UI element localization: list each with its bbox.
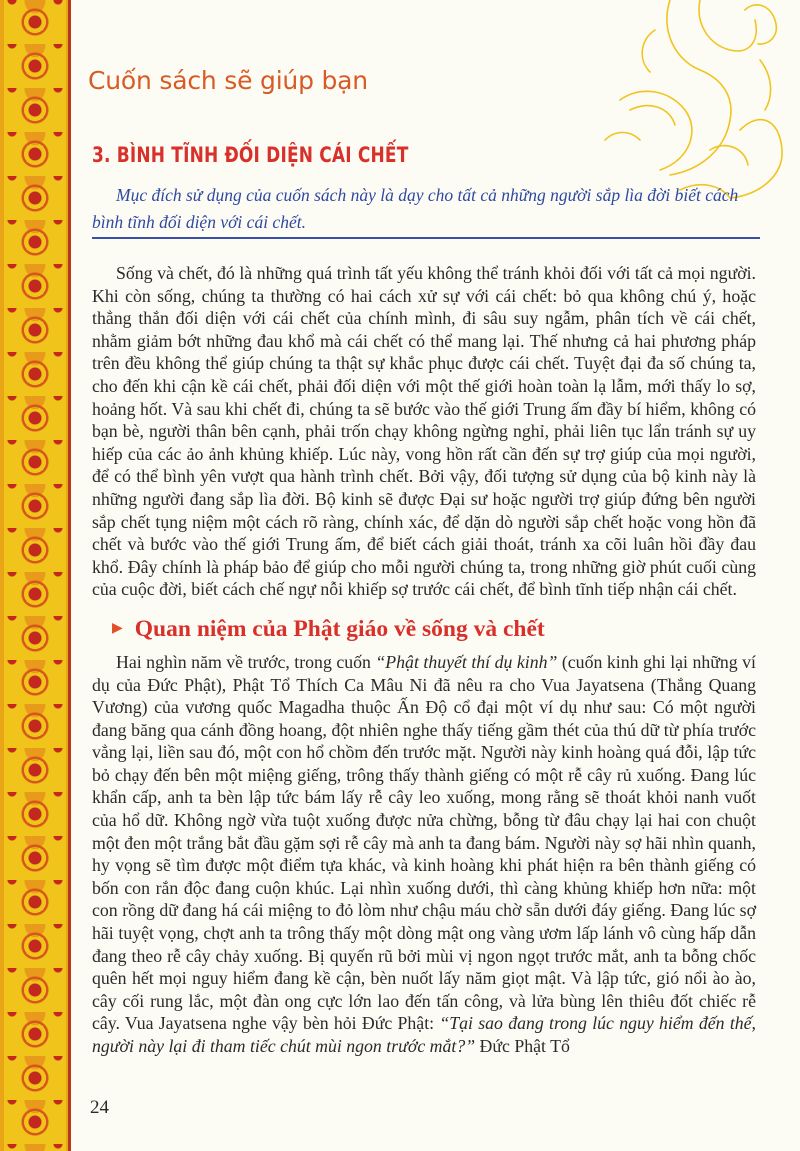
paragraph-2 [92,651,756,1058]
border-edge-line [68,0,71,1151]
subheading-text: Quan niệm của Phật giáo về sống và chết [134,615,545,642]
p2-text-c: Đức Phật Tổ [475,1036,570,1056]
triangle-arrow-icon: ▶ [112,620,123,636]
body-text [92,262,756,1058]
p2-text-b: (cuốn kinh ghi lại những ví dụ của Đức Phật), Phật Tổ Thích Ca Mâu Ni đã nêu ra cho Vua Jayatsena (Thắng Quang Vương) của vương quốc Magadha thuộc Ấn Độ cổ đại một ví dụ như sau: Có một người đang băng qua cánh đồng hoang, đột nhiên nghe thấy tiếng gầm thét của thú dữ từ phía trước vẳng lại, liền sau đó, một con hổ chồm đến trước mặt. Người này kinh hoàng quá đỗi, lập tức bỏ chạy đến bên một miệng giếng, trông thấy thành giếng có một rễ cây rủ xuống. Đang lúc khẩn cấp, anh ta bèn lập tức bám lấy rễ cây leo xuống, mong rằng sẽ thoát khỏi nanh vuốt của hổ dữ. Không ngờ vừa tuột xuống được nửa chừng, bỗng từ đâu chạy lại hai con chuột một đen một trắng bắt đầu gặm sợi rễ cây mà anh ta đang bám. Người này sợ hãi nhìn quanh, hy vọng sẽ tìm được một điểm tựa khác, và kinh hoàng khi phát hiện ra bên thành giếng có bốn con rắn độc đang cuộn khúc. Lại nhìn xuống dưới, thì càng khủng khiếp hơn nữa: một con rồng dữ đang há cái miệng to đỏ lòm như chậu máu chờ sẵn dưới đáy giếng. Đang lúc sợ hãi tuyệt vọng, chợt anh ta trông thấy một dòng mật ong vàng ươm lấp lánh vô cùng hấp dẫn đang theo rễ cây chảy xuống. Bị quyến rũ bởi mùi vị ngon ngọt trước mắt, anh ta bỗng chốc quên hết mọi nguy hiểm đang kề cận, bèn nuốt lấy năm giọt mật. Và lập tức, gió nổi ào ào, cây cối rung lắc, một đàn ong cực lớn lao đến tấn công, và lửa bùng lên thiêu đốt chiếc rễ cây. Vua Jayatsena nghe vậy bèn hỏi Đức Phật: [92,651,756,1034]
line-art-illustration [560,0,790,200]
book-title: “Phật thuyết thí dụ kinh” [375,651,558,672]
p2-text-a: Hai nghìn năm về trước, trong cuốn [116,651,376,672]
paragraph-1: Sống và chết, đó là những quá trình tất yếu không thể tránh khỏi đối với tất cả mọi người. Khi còn sống, chúng ta thường có hai cách xử sự với cái chết: bỏ qua không chú ý, hoặc thẳng thắn đối diện với cái chết của chính mình, đi sâu suy ngẫm, phân tích về cái chết, nhằm giảm bớt những đau khổ mà cái chết có thể mang lại. Thế nhưng cả hai phương pháp trên đều không thể giúp chúng ta thật sự khắc phục được cái chết. Tuyệt đại đa số chúng ta, cho đến khi cận kề cái chết, phải đối diện với một thế giới hoàn toàn lạ lẫm, mới thấy lo sợ, hoảng hốt. Và sau khi chết đi, chúng ta sẽ bước vào thế giới Trung ấm đầy bí hiểm, không có bạn bè, người thân bên cạnh, phải trốn chạy không ngừng nghỉ, phải liên tục lẩn tránh sự uy hiếp của các ảo ảnh khủng khiếp. Lúc này, vong hồn rất cần đến sự trợ giúp của mọi người, để có thể bình yên vượt qua hành trình chết. Bởi vậy, đối tượng sử dụng của bộ kinh này là những người đang sắp lìa đời. Bộ kinh sẽ được Đại sư hoặc người trợ giúp đứng bên người sắp chết tụng niệm một cách rõ ràng, chính xác, để dặn dò người sắp chết hoặc vong hồn đã chết và bước vào thế giới Trung ấm, để biết cách giải thoát, tránh xa cõi luân hồi đầy đau khổ. Đây chính là pháp bảo để giúp cho mỗi người chúng ta, trong những giờ phút cuối cùng của cuộc đời, biết cách chế ngự nỗi khiếp sợ trước cái chết, để bình tĩnh tiếp nhận cái chết. [92,263,756,600]
purpose-statement: Mục đích sử dụng của cuốn sách này là dạy cho tất cả những người sắp lìa đời biết cách bình tĩnh đối diện với cái chết. [92,185,739,232]
section-title: 3. BÌNH TĨNH ĐỐI DIỆN CÁI CHẾT [92,143,409,167]
page-number: 24 [90,1097,109,1118]
king-quote: “Tại sao đang trong lúc nguy hiểm đến thế, người này lại đi tham tiếc chút mùi ngon trước mắt?” [92,1013,756,1056]
chapter-header: Cuốn sách sẽ giúp bạn [88,66,368,95]
subheading [92,615,756,643]
purpose-divider [92,237,760,239]
decorative-border [0,0,70,1151]
